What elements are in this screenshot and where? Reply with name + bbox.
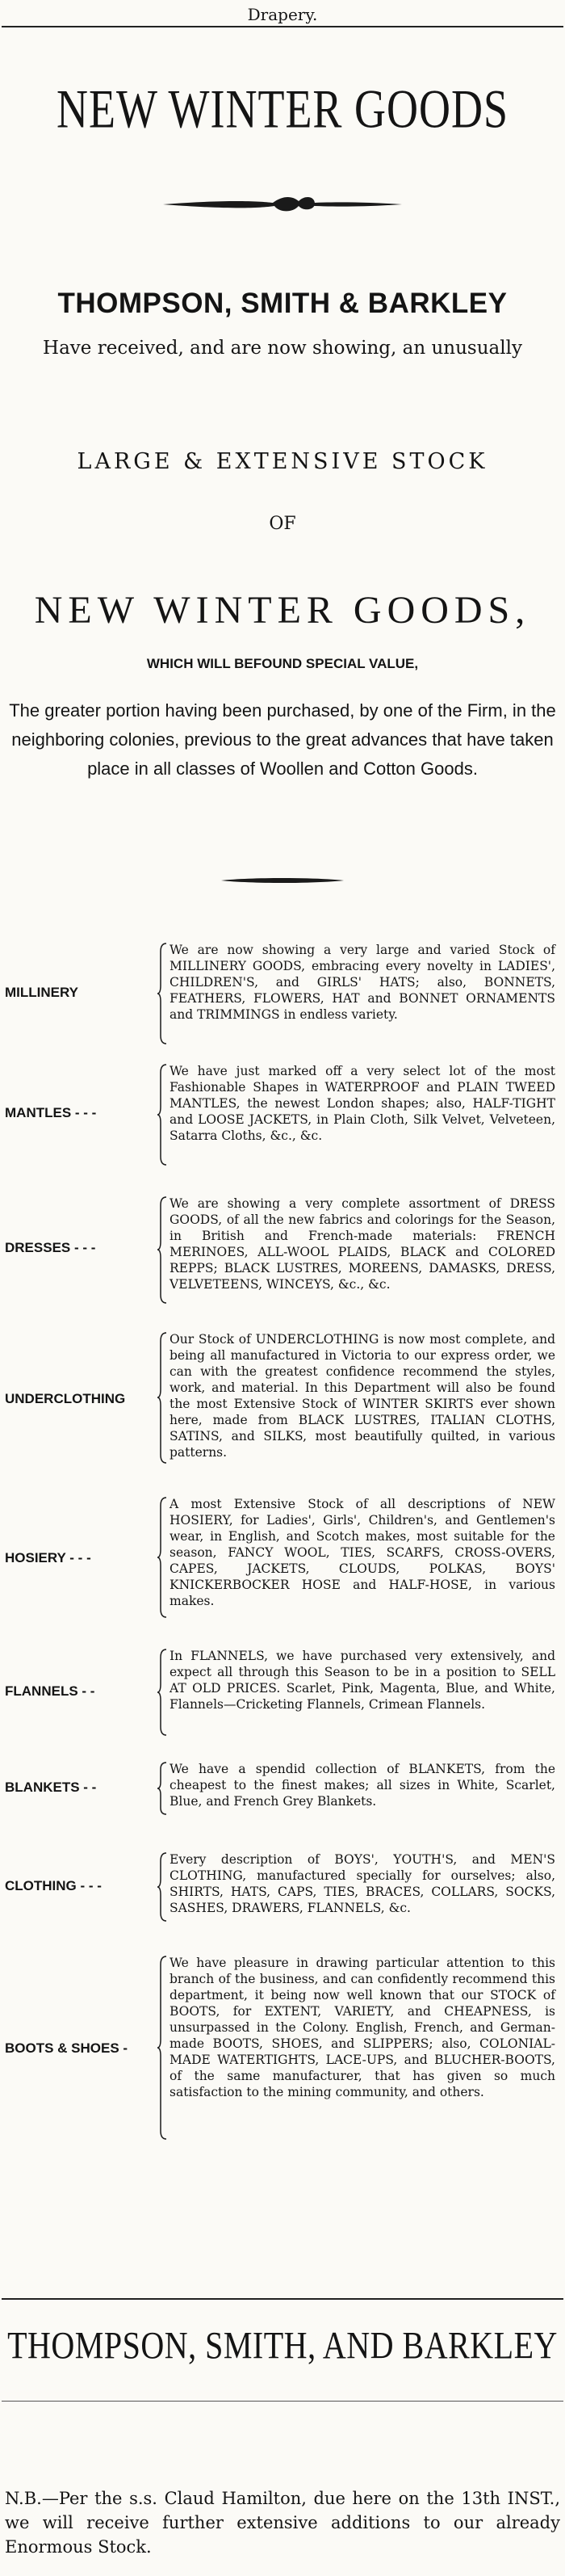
section-label: UNDERCLOTHING xyxy=(5,1391,126,1406)
brace-icon xyxy=(157,1331,168,1464)
brace-icon xyxy=(157,1496,168,1619)
section-text: We have pleasure in drawing particular attention to this branch of the business, and can confidently recommend this department, it being now well known that our STOCK of BOOTS, for EXTENT, VARIETY, and CHEAPNESS, is unsurpassed in the Colony. English, French, and German-made BOOTS, SHOES, and SLIPPERS; also, COLONIAL-MADE WATERTIGHTS, LACE-UPS, and BLUCHER-BOOTS, of the same manufacturer, that has given so much satisfaction to the mining community, and others. xyxy=(170,1956,555,2099)
brace-icon xyxy=(157,1955,168,2141)
headline-new-winter-goods: NEW WINTER GOODS xyxy=(56,78,508,140)
bottom-rule xyxy=(2,2298,563,2300)
special-value-line: WHICH WILL BEFOUND SPECIAL VALUE, xyxy=(146,656,419,671)
section-header: Drapery. xyxy=(247,5,318,24)
section-text: Every description of BOYS', YOUTH'S, and MEN'S CLOTHING, manufactured specially for ourselves; also, SHIRTS, HATS, CAPS, TIES, BRACES, COLLARS, SOCKS, SASHES, DRAWERS, FLANNELS, &c. xyxy=(170,1852,555,1915)
firm-name: THOMPSON, SMITH & BARKLEY xyxy=(57,288,508,319)
section-label: FLANNELS - - xyxy=(5,1683,95,1699)
section-text: Our Stock of UNDERCLOTHING is now most complete, and being all manufactured in Victoria to our express order, we can with the greatest confidence recommend the styles, work, and material. In this Department will also be found the most Extensive Stock of WINTER SKIRTS ever shown here, made from BLACK LUSTRES, ITALIAN CLOTHS, SATINS, and SILKS, most beautifully quilted, in various patterns. xyxy=(170,1332,555,1460)
section-label: MILLINERY xyxy=(5,985,78,1000)
brace-icon xyxy=(157,1851,168,1923)
bottom-rule-thin xyxy=(2,2401,563,2402)
brace-icon xyxy=(157,1648,168,1737)
received-line: Have received, and are now showing, an unusually xyxy=(43,338,522,359)
brace-icon xyxy=(157,942,168,1045)
section-label: BOOTS & SHOES - xyxy=(5,2040,128,2056)
section-text: We are showing a very complete assortment of DRESS GOODS, of all the new fabrics and colorings for the Season, in British and French-made materials: FRENCH MERINOES, ALL-WOOL PLAIDS, BLACK and COLORED REPPS; BLACK LUSTRES, MOREENS, DAMASKS, DRESS, VELVETEENS, WINCEYS, &c., &c. xyxy=(170,1196,555,1292)
small-divider-icon xyxy=(218,875,347,886)
nb-note: N.B.—Per the s.s. Claud Hamilton, due here on the 13th INST., we will receive further extensive additions to our already Enormous Stock. xyxy=(5,2489,560,2557)
section-label: DRESSES - - - xyxy=(5,1240,96,1255)
section-text: We have a spendid collection of BLANKETS, from the cheapest to the finest makes; all sizes in White, Scarlet, Blue, and French Grey Blankets. xyxy=(170,1762,555,1809)
of-line: OF xyxy=(269,514,296,534)
firm-name-footer: THOMPSON, SMITH, AND BARKLEY xyxy=(7,2323,558,2368)
top-rule xyxy=(2,26,563,27)
ornament-divider-icon xyxy=(161,192,404,216)
section-text: We are now showing a very large and varied Stock of MILLINERY GOODS, embracing every novelty in LADIES', CHILDREN'S, and GIRLS' HATS; also, BONNETS, FEATHERS, FLOWERS, HAT and BONNET ORNAMENTS and TRIMMINGS in endless variety. xyxy=(170,943,555,1022)
section-label: HOSIERY - - - xyxy=(5,1550,91,1565)
section-text: A most Extensive Stock of all descriptions of NEW HOSIERY, for Ladies', Girls', Children's, and Gentlemen's wear, in English, and Scotch makes, most suitable for the season, FANCY WOOL, TIES, SCARFS, CROSS-OVERS, CAPES, JACKETS, CLOUDS, POLKAS, BOYS' KNICKERBOCKER HOSE and HALF-HOSE, in various makes. xyxy=(170,1497,555,1608)
section-text: In FLANNELS, we have purchased very extensively, and expect all through this Season to be in a position to SELL AT OLD PRICES. Scarlet, Pink, Magenta, Blue, and White, Flannels—Cricketing Flannels, Crimean Flannels. xyxy=(170,1649,555,1712)
section-label: BLANKETS - - xyxy=(5,1780,97,1795)
section-label: CLOTHING - - - xyxy=(5,1878,102,1893)
section-label: MANTLES - - - xyxy=(5,1105,97,1120)
section-text: We have just marked off a very select lot of the most Fashionable Shapes in WATERPROOF and PLAIN TWEED MANTLES, the newest London shapes; also, HALF-TIGHT and LOOSE JACKETS, in Plain Cloth, Silk Velvet, Velveteen, Satarra Cloths, &c., &c. xyxy=(170,1064,555,1143)
brace-icon xyxy=(157,1063,168,1166)
brace-icon xyxy=(157,1761,168,1816)
large-stock-line: LARGE & EXTENSIVE STOCK xyxy=(77,449,488,474)
greater-portion-paragraph: The greater portion having been purchased, by one of the Firm, in the neighboring colonies, previous to the great advances that have taken place in all classes of Woollen and Cotton Goods. xyxy=(9,700,556,779)
headline-new-winter-goods-2: NEW WINTER GOODS, xyxy=(34,589,531,632)
brace-icon xyxy=(157,1196,168,1305)
